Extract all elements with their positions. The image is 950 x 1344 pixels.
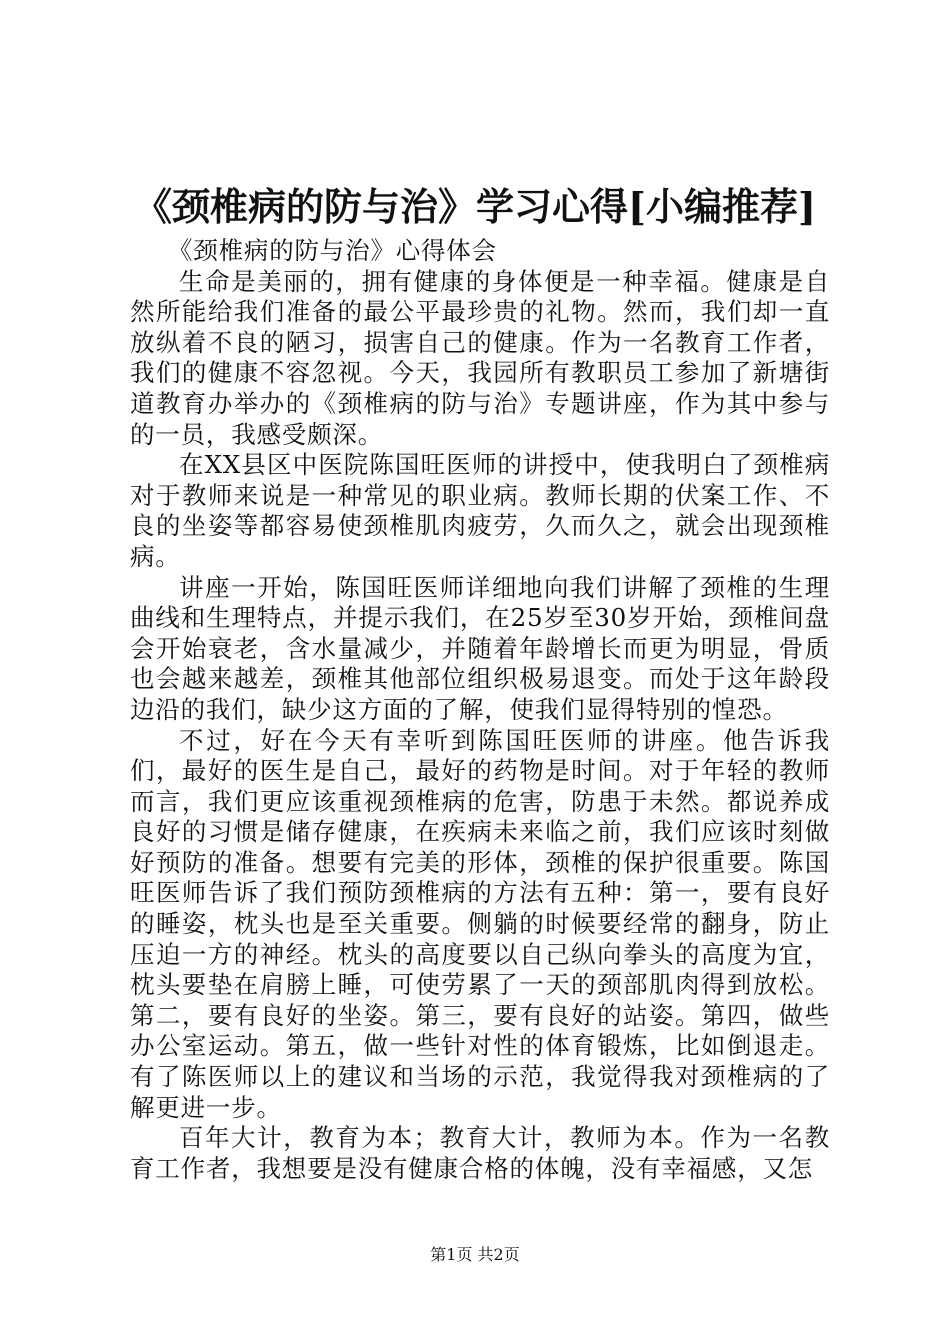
- paragraph-3: 讲座一开始，陈国旺医师详细地向我们讲解了颈椎的生理曲线和生理特点，并提示我们，在25岁至30岁开始，颈椎间盘会开始衰老，含水量减少，并随着年龄增长而更为明显，骨质也会越来越差，颈椎其他部位组织极易退变。而处于这年龄段边沿的我们，缺少这方面的了解，使我们显得特别的惶恐。: [130, 572, 830, 724]
- document-body: [130, 236, 830, 1184]
- document-title: 《颈椎病的防与治》学习心得[小编推荐]: [134, 184, 816, 229]
- document-subtitle: 《颈椎病的防与治》心得体会: [168, 236, 497, 265]
- paragraph-4: 不过，好在今天有幸听到陈国旺医师的讲座。他告诉我们，最好的医生是自己，最好的药物是时间。对于年轻的教师而言，我们更应该重视颈椎病的危害，防患于未然。都说养成良好的习惯是储存健康，在疾病未来临之前，我们应该时刻做好预防的准备。想要有完美的形体，颈椎的保护很重要。陈国旺医师告诉了我们预防颈椎病的方法有五种：第一，要有良好的睡姿，枕头也是至关重要。侧躺的时候要经常的翻身，防止压迫一方的神经。枕头的高度要以自己纵向拳头的高度为宜，枕头要垫在肩膀上睡，可使劳累了一天的颈部肌肉得到放松。第二，要有良好的坐姿。第三，要有良好的站姿。第四，做些办公室运动。第五，做一些针对性的体育锻炼，比如倒退走。有了陈医师以上的建议和当场的示范，我觉得我对颈椎病的了解更进一步。: [130, 725, 830, 1122]
- page-footer: 第1页 共2页: [430, 1245, 520, 1264]
- paragraph-1: 生命是美丽的，拥有健康的身体便是一种幸福。健康是自然所能给我们准备的最公平最珍贵的礼物。然而，我们却一直放纵着不良的陋习，损害自己的健康。作为一名教育工作者，我们的健康不容忽视。今天，我园所有教职员工参加了新塘街道教育办举办的《颈椎病的防与治》专题讲座，作为其中参与的一员，我感受颇深。: [130, 266, 830, 449]
- paragraph-5: 百年大计，教育为本；教育大计，教师为本。作为一名教育工作者，我想要是没有健康合格的体魄，没有幸福感，又怎: [130, 1123, 830, 1183]
- paragraph-2: 在XX县区中医院陈国旺医师的讲授中，使我明白了颈椎病对于教师来说是一种常见的职业病。教师长期的伏案工作、不良的坐姿等都容易使颈椎肌肉疲劳，久而久之，就会出现颈椎病。: [130, 450, 830, 571]
